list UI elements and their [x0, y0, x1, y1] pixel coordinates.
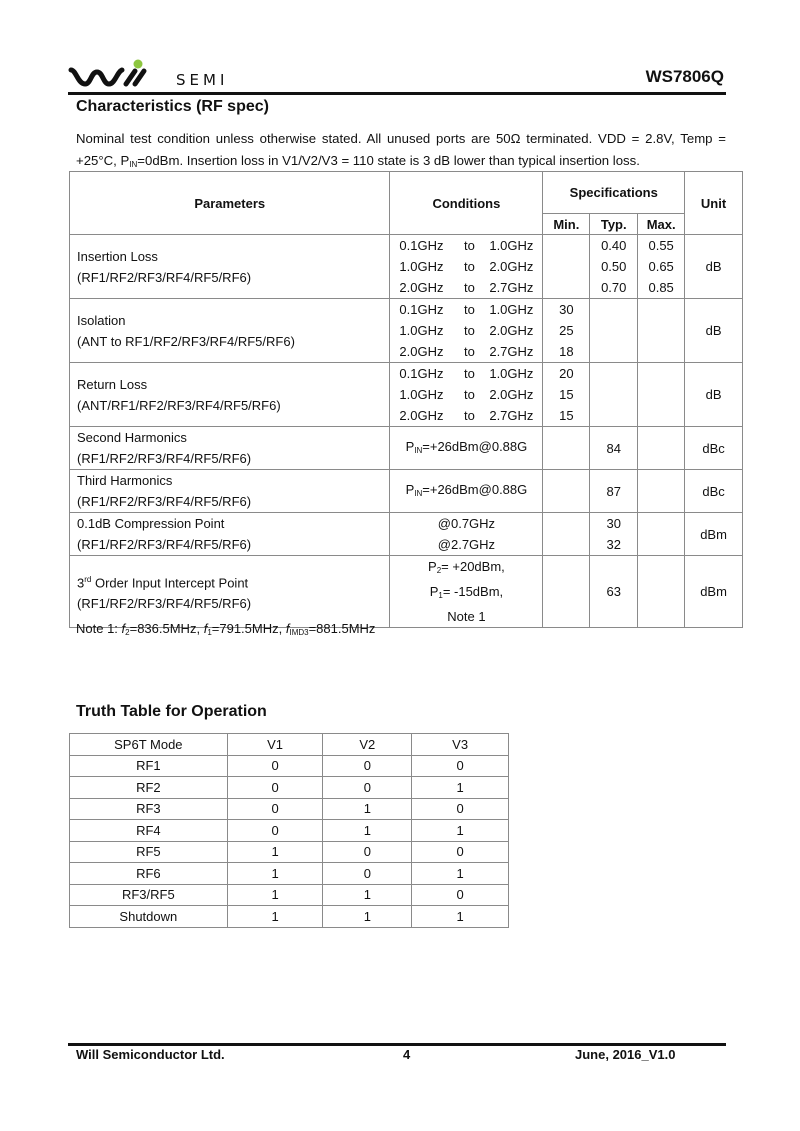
min-value: 25	[559, 323, 574, 338]
v1-cell: 1	[227, 841, 323, 863]
v2-cell: 1	[323, 884, 412, 906]
table-row-compression-point	[70, 513, 743, 556]
min-cell	[543, 556, 590, 628]
param-ports: (RF1/RF2/RF3/RF4/RF5/RF6)	[77, 494, 252, 509]
logo-dot	[134, 60, 143, 69]
cond-to: to	[464, 259, 475, 274]
intro-paragraph	[76, 128, 726, 176]
mode-cell: RF4	[70, 820, 228, 842]
cond-from: 0.1GHz	[399, 238, 444, 253]
col-header-parameters: Parameters	[70, 172, 390, 235]
max-value: 0.85	[648, 280, 674, 295]
cond-from: 1.0GHz	[399, 323, 444, 338]
cond-end: 1.0GHz	[489, 302, 534, 317]
min-cell	[543, 427, 590, 470]
cond-to: to	[464, 238, 475, 253]
table-row-iip3	[70, 556, 743, 628]
table-row-insertion-loss	[70, 235, 743, 299]
cond-end: 1.0GHz	[489, 238, 534, 253]
table-row-second-harmonics	[70, 427, 743, 470]
min-cell	[543, 470, 590, 513]
col-header-unit: Unit	[685, 172, 743, 235]
cond-subscript: 1	[438, 591, 443, 600]
footer-page-number: 4	[403, 1047, 411, 1062]
fimd3-sub: IMD3	[289, 628, 309, 637]
cond-from: 2.0GHz	[399, 408, 444, 423]
cond-from: 0.1GHz	[399, 366, 444, 381]
v3-cell: 1	[412, 863, 509, 885]
footer-company: Will Semiconductor Ltd.	[76, 1047, 225, 1062]
table-row	[70, 820, 509, 842]
min-value: 30	[559, 302, 574, 317]
cond-to: to	[464, 408, 475, 423]
max-cell	[638, 470, 685, 513]
param-name	[77, 569, 389, 593]
cond-value: =+26dBm@0.88G	[422, 481, 528, 497]
col-header-max: Max.	[638, 214, 685, 235]
param-name: Insertion Loss	[77, 248, 158, 264]
conditions-cell	[390, 427, 543, 470]
typ-cell: 87	[590, 470, 638, 513]
min-cell	[543, 299, 590, 363]
note-label: Note 1:	[76, 621, 122, 636]
conditions-cell	[390, 556, 543, 628]
v1-cell: 0	[227, 777, 323, 799]
max-cell	[638, 513, 685, 556]
cond-line-p2	[390, 556, 542, 581]
page-header	[68, 56, 726, 94]
table-row	[70, 863, 509, 885]
typ-cell: 84	[590, 427, 638, 470]
mode-cell: Shutdown	[70, 906, 228, 928]
param-ports: (RF1/RF2/RF3/RF4/RF5/RF6)	[77, 269, 252, 285]
col-header-typ: Typ.	[590, 214, 638, 235]
col-header-min: Min.	[543, 214, 590, 235]
cond-value: @2.7GHz	[437, 537, 496, 552]
cond-to: to	[464, 302, 475, 317]
table-row	[70, 841, 509, 863]
mode-cell: RF1	[70, 755, 228, 777]
header-v2: V2	[323, 734, 412, 756]
cond-end: 1.0GHz	[489, 366, 534, 381]
v1-cell: 1	[227, 906, 323, 928]
intro-text-1: Nominal test condition unless otherwise stated. All unused ports are 50Ω terminated. VDD = 2.8V, Temp = +25°C, P	[76, 131, 726, 168]
company-logo	[68, 58, 258, 88]
unit-cell: dBc	[685, 470, 743, 513]
typ-value: 0.70	[601, 280, 627, 295]
v2-cell: 0	[323, 841, 412, 863]
param-ordinal-suffix: rd	[84, 574, 92, 584]
header-rule	[68, 92, 726, 95]
footer-date-version: June, 2016_V1.0	[575, 1047, 676, 1062]
v3-cell: 0	[412, 884, 509, 906]
header-v3: V3	[412, 734, 509, 756]
col-header-specifications: Specifications	[543, 172, 685, 214]
intro-sub: IN	[129, 160, 138, 169]
param-name: 0.1dB Compression Point	[77, 516, 225, 531]
v3-cell: 1	[412, 906, 509, 928]
min-value: 15	[559, 387, 574, 402]
param-ports: (RF1/RF2/RF3/RF4/RF5/RF6)	[77, 596, 252, 612]
mode-cell: RF2	[70, 777, 228, 799]
cond-from: 2.0GHz	[399, 344, 444, 359]
typ-value: 0.40	[601, 238, 627, 253]
min-cell	[543, 363, 590, 427]
table-row	[70, 777, 509, 799]
param-cell	[70, 427, 390, 470]
param-name: Return Loss	[77, 376, 148, 392]
v2-cell: 1	[323, 906, 412, 928]
cond-to: to	[464, 280, 475, 295]
typ-value: 30	[606, 516, 621, 531]
cond-to: to	[464, 323, 475, 338]
unit-cell: dB	[685, 235, 743, 299]
unit-cell: dB	[685, 299, 743, 363]
param-ports: (ANT to RF1/RF2/RF3/RF4/RF5/RF6)	[77, 333, 295, 349]
header-v1: V1	[227, 734, 323, 756]
cond-symbol: P	[428, 559, 437, 574]
cond-from: 0.1GHz	[399, 302, 444, 317]
table-row	[70, 884, 509, 906]
typ-cell	[590, 513, 638, 556]
cond-value: = +20dBm,	[441, 559, 505, 574]
param-ports: (ANT/RF1/RF2/RF3/RF4/RF5/RF6)	[77, 397, 281, 413]
max-cell	[638, 299, 685, 363]
cond-symbol: P	[429, 584, 439, 599]
cond-to: to	[464, 387, 475, 402]
cond-from: 1.0GHz	[399, 259, 444, 274]
cond-value: @0.7GHz	[437, 516, 496, 531]
param-ports: (RF1/RF2/RF3/RF4/RF5/RF6)	[77, 451, 252, 466]
v2-cell: 0	[323, 755, 412, 777]
max-cell	[638, 235, 685, 299]
conditions-cell	[390, 299, 543, 363]
param-name: Second Harmonics	[77, 430, 187, 445]
param-label: Order Input Intercept Point	[91, 575, 249, 591]
cond-subscript: 2	[436, 566, 442, 575]
v3-cell: 0	[412, 755, 509, 777]
param-cell	[70, 470, 390, 513]
cond-symbol: P	[405, 438, 415, 454]
f1-symbol: f	[203, 621, 208, 636]
cond-note-ref: Note 1	[447, 609, 486, 624]
unit-cell: dB	[685, 363, 743, 427]
typ-value: 0.50	[601, 259, 627, 274]
v1-cell: 0	[227, 820, 323, 842]
rf-section-title: Characteristics (RF spec)	[76, 98, 269, 115]
cond-value: =+26dBm@0.88G	[422, 438, 528, 454]
param-cell	[70, 299, 390, 363]
table-row-third-harmonics	[70, 470, 743, 513]
v1-cell: 1	[227, 884, 323, 906]
param-ports: (RF1/RF2/RF3/RF4/RF5/RF6)	[77, 537, 252, 552]
v1-cell: 1	[227, 863, 323, 885]
unit-cell: dBm	[685, 513, 743, 556]
unit-cell: dBc	[685, 427, 743, 470]
typ-cell	[590, 299, 638, 363]
table-row-return-loss	[70, 363, 743, 427]
v2-cell: 1	[323, 820, 412, 842]
mode-cell: RF6	[70, 863, 228, 885]
cond-from: 1.0GHz	[399, 387, 444, 402]
cond-value: = -15dBm,	[442, 584, 504, 599]
table-row	[70, 798, 509, 820]
param-cell	[70, 556, 390, 628]
cond-to: to	[464, 344, 475, 359]
rf-spec-table	[69, 171, 743, 628]
unit-cell: dBm	[685, 556, 743, 628]
cond-end: 2.7GHz	[489, 344, 534, 359]
mode-cell: RF5	[70, 841, 228, 863]
typ-cell	[590, 235, 638, 299]
max-cell	[638, 556, 685, 628]
v3-cell: 1	[412, 820, 509, 842]
max-value: 0.55	[648, 238, 674, 253]
v1-cell: 0	[227, 755, 323, 777]
min-cell	[543, 235, 590, 299]
cond-end: 2.0GHz	[489, 387, 534, 402]
max-value: 0.65	[648, 259, 674, 274]
param-ordinal: 3	[77, 575, 85, 591]
param-name: Third Harmonics	[77, 473, 173, 488]
v2-cell: 0	[323, 863, 412, 885]
v1-cell: 0	[227, 798, 323, 820]
conditions-cell	[390, 363, 543, 427]
logo-text: SEMI	[176, 71, 229, 89]
cond-end: 2.0GHz	[489, 259, 534, 274]
cond-to: to	[464, 366, 475, 381]
f2-symbol: f	[121, 621, 126, 636]
param-cell	[70, 513, 390, 556]
cond-end: 2.7GHz	[489, 408, 534, 423]
header-mode: SP6T Mode	[70, 734, 228, 756]
f2-value: =836.5MHz,	[129, 621, 204, 636]
mode-cell: RF3/RF5	[70, 884, 228, 906]
v3-cell: 0	[412, 798, 509, 820]
cond-line-p1	[390, 581, 542, 606]
f1-sub: 1	[207, 628, 212, 637]
cond-end: 2.7GHz	[489, 280, 534, 295]
table-row	[70, 906, 509, 928]
min-value: 18	[559, 344, 574, 359]
param-name: Isolation	[77, 312, 126, 328]
conditions-cell	[390, 513, 543, 556]
footer-rule	[68, 1043, 726, 1046]
cond-from: 2.0GHz	[399, 280, 444, 295]
truth-table-title: Truth Table for Operation	[76, 703, 267, 720]
conditions-cell	[390, 235, 543, 299]
cond-subscript: IN	[414, 488, 423, 498]
truth-table	[69, 733, 509, 928]
v2-cell: 0	[323, 777, 412, 799]
v3-cell: 1	[412, 777, 509, 799]
min-cell	[543, 513, 590, 556]
typ-cell: 63	[590, 556, 638, 628]
typ-cell	[590, 363, 638, 427]
intro-text-2: =0dBm. Insertion loss in V1/V2/V3 = 110 state is 3 dB lower than typical insertion loss.	[137, 153, 640, 168]
col-header-conditions: Conditions	[390, 172, 543, 235]
f2-sub: 2	[125, 628, 130, 637]
cond-subscript: IN	[414, 445, 423, 455]
will-semi-logo-icon	[68, 58, 258, 90]
fimd3-symbol: f	[285, 621, 290, 636]
param-cell	[70, 235, 390, 299]
v3-cell: 0	[412, 841, 509, 863]
min-value: 20	[559, 366, 574, 381]
fimd3-value: =881.5MHz	[308, 621, 376, 636]
table-row-isolation	[70, 299, 743, 363]
table-note	[76, 621, 375, 637]
v2-cell: 1	[323, 798, 412, 820]
f1-value: =791.5MHz,	[211, 621, 286, 636]
max-cell	[638, 427, 685, 470]
typ-value: 32	[606, 537, 621, 552]
param-cell	[70, 363, 390, 427]
truth-table-header	[70, 734, 509, 756]
part-number: WS7806Q	[645, 67, 724, 86]
mode-cell: RF3	[70, 798, 228, 820]
max-cell	[638, 363, 685, 427]
min-value: 15	[559, 408, 574, 423]
table-row	[70, 755, 509, 777]
cond-end: 2.0GHz	[489, 323, 534, 338]
conditions-cell	[390, 470, 543, 513]
cond-symbol: P	[405, 481, 415, 497]
